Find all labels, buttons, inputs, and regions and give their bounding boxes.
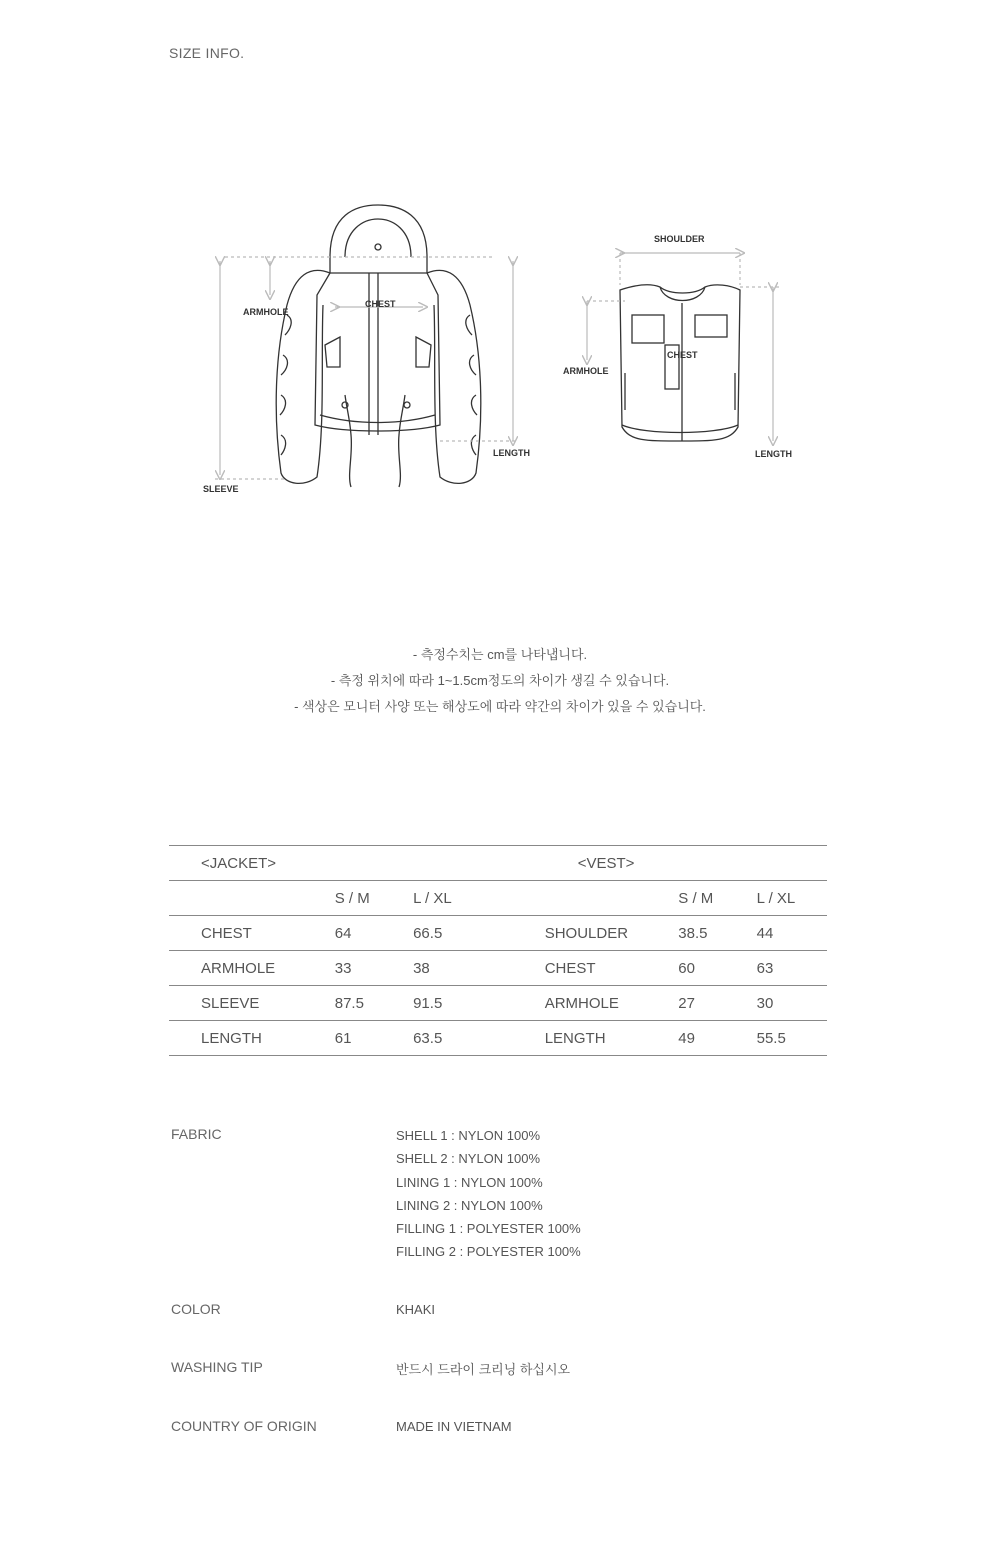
table-row bbox=[169, 986, 827, 1021]
jacket-row-sm: 64 bbox=[334, 924, 352, 942]
note-3: - 색상은 모니터 사양 또는 해상도에 따라 약간의 차이가 있을 수 있습니다. bbox=[294, 699, 706, 714]
vest-size-header-lxl: L / XL bbox=[756, 889, 796, 907]
vest-chest-label: CHEST bbox=[667, 350, 698, 360]
washing-tip-value: 반드시 드라이 크리닝 하십시오 bbox=[396, 1362, 571, 1377]
jacket-title: <JACKET> bbox=[201, 854, 277, 872]
table-row bbox=[169, 916, 827, 951]
vest-shoulder-label: SHOULDER bbox=[654, 234, 705, 244]
fabric-label: FABRIC bbox=[171, 1126, 222, 1142]
table-title-row bbox=[169, 846, 827, 881]
table-row bbox=[169, 1021, 827, 1056]
jacket-row-label: SLEEVE bbox=[201, 994, 260, 1012]
color-label: COLOR bbox=[171, 1301, 221, 1317]
vest-row-label: ARMHOLE bbox=[544, 994, 619, 1012]
vest-row-sm: 49 bbox=[678, 1029, 695, 1047]
fabric-item: LINING 1 : NYLON 100% bbox=[396, 1174, 543, 1190]
jacket-armhole-label: ARMHOLE bbox=[243, 307, 289, 317]
fabric-item: FILLING 1 : POLYESTER 100% bbox=[396, 1221, 581, 1237]
vest-guides bbox=[587, 253, 780, 441]
vest-row-sm: 60 bbox=[678, 959, 695, 977]
origin-label: COUNTRY OF ORIGIN bbox=[171, 1418, 317, 1434]
vest-row-sm: 27 bbox=[678, 994, 695, 1012]
jacket-length-label: LENGTH bbox=[493, 448, 530, 458]
jacket-size-header-sm: S / M bbox=[334, 889, 370, 907]
vest-size-header-sm: S / M bbox=[678, 889, 714, 907]
table-header-row bbox=[169, 881, 827, 916]
vest-title: <VEST> bbox=[577, 854, 635, 872]
origin-value: MADE IN VIETNAM bbox=[396, 1419, 512, 1434]
jacket-row-label: ARMHOLE bbox=[201, 959, 276, 977]
vest-armhole-label: ARMHOLE bbox=[563, 366, 609, 376]
vest-row-lxl: 63 bbox=[756, 959, 774, 977]
jacket-row-lxl: 91.5 bbox=[413, 994, 443, 1012]
jacket-row-lxl: 66.5 bbox=[413, 924, 443, 942]
vest-row-lxl: 30 bbox=[756, 994, 774, 1012]
vest-illustration bbox=[620, 285, 740, 441]
vest-row-label: CHEST bbox=[544, 959, 596, 977]
measurement-notes bbox=[0, 645, 1000, 723]
fabric-values bbox=[396, 1126, 581, 1266]
vest-row-lxl: 44 bbox=[756, 924, 774, 942]
note-1: - 측정수치는 cm를 나타냅니다. bbox=[412, 647, 588, 662]
jacket-row-lxl: 63.5 bbox=[413, 1029, 443, 1047]
fabric-item: LINING 2 : NYLON 100% bbox=[396, 1197, 543, 1213]
washing-tip-label: WASHING TIP bbox=[171, 1359, 263, 1375]
size-table bbox=[169, 845, 827, 1056]
fabric-item: SHELL 1 : NYLON 100% bbox=[396, 1128, 541, 1143]
vest-row-sm: 38.5 bbox=[678, 924, 708, 942]
jacket-row-sm: 33 bbox=[334, 959, 352, 977]
jacket-size-header-lxl: L / XL bbox=[413, 889, 452, 907]
vest-row-lxl: 55.5 bbox=[756, 1029, 786, 1047]
color-value: KHAKI bbox=[396, 1302, 436, 1317]
fabric-item: SHELL 2 : NYLON 100% bbox=[396, 1151, 541, 1167]
jacket-row-label: LENGTH bbox=[201, 1029, 262, 1047]
jacket-row-lxl: 38 bbox=[413, 959, 430, 977]
jacket-row-sm: 87.5 bbox=[334, 994, 364, 1012]
jacket-row-label: CHEST bbox=[201, 924, 252, 942]
vest-length-label: LENGTH bbox=[755, 449, 792, 459]
vest-row-label: SHOULDER bbox=[544, 924, 629, 942]
jacket-chest-label: CHEST bbox=[365, 299, 396, 309]
measurement-diagram bbox=[195, 195, 805, 505]
jacket-row-sm: 61 bbox=[334, 1029, 352, 1047]
vest-row-label: LENGTH bbox=[544, 1029, 606, 1047]
jacket-sleeve-label: SLEEVE bbox=[203, 484, 239, 494]
note-2: - 측정 위치에 따라 1~1.5cm정도의 차이가 생길 수 있습니다. bbox=[330, 673, 670, 688]
fabric-item: FILLING 2 : POLYESTER 100% bbox=[396, 1244, 581, 1260]
jacket-illustration bbox=[276, 205, 481, 487]
section-title: SIZE INFO. bbox=[169, 45, 245, 61]
table-row bbox=[169, 951, 827, 986]
